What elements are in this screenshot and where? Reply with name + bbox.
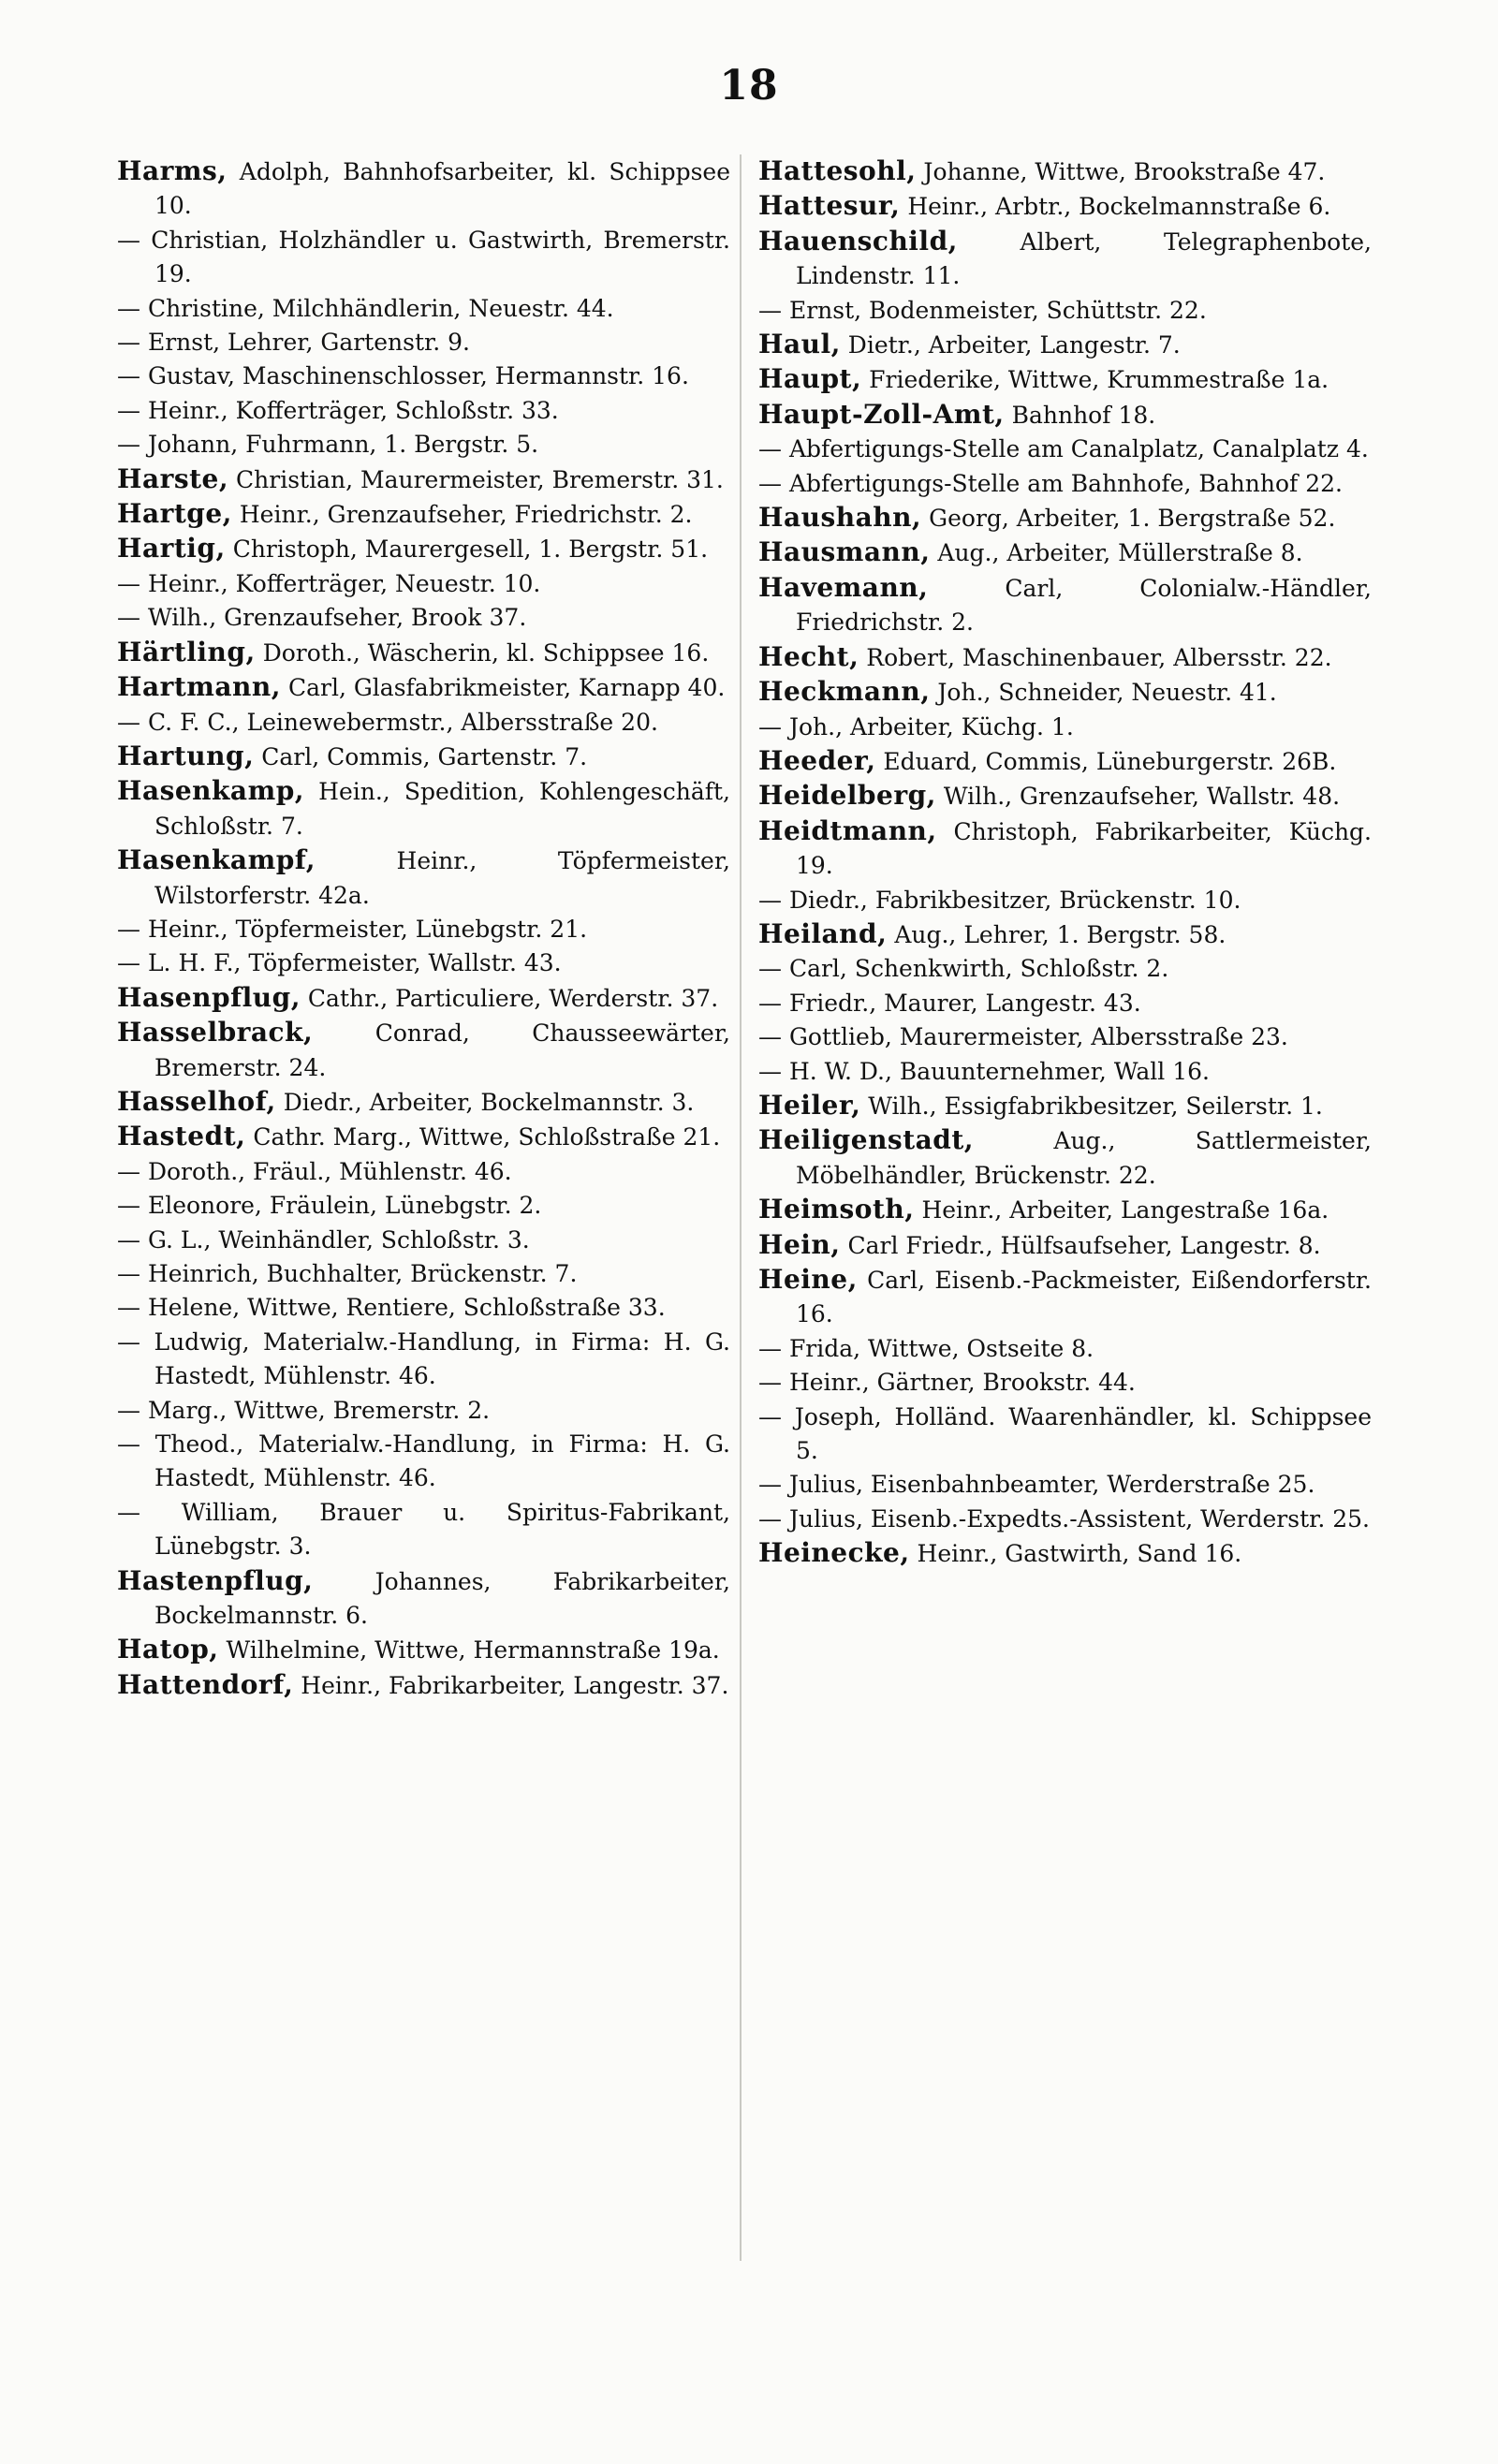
directory-entry — [117, 462, 730, 497]
entry-details: — Wilh., Grenzaufseher, Brook 37. — [117, 604, 527, 632]
entry-details: — Gottlieb, Maurermeister, Albersstraße 23. — [758, 1023, 1288, 1051]
entry-details: Cathr. Marg., Wittwe, Schloßstraße 21. — [245, 1123, 721, 1151]
entry-surname: Heidelberg, — [758, 780, 936, 812]
entry-details: Doroth., Wäscherin, kl. Schippsee 16. — [255, 638, 710, 667]
right-column — [758, 154, 1372, 1572]
entry-details: Carl, Eisenb.-Packmeister, Eißendorferstr. 16. — [796, 1267, 1372, 1328]
directory-entry — [758, 1263, 1372, 1332]
entry-details: — Ernst, Bodenmeister, Schüttstr. 22. — [758, 296, 1207, 324]
directory-entry — [117, 532, 730, 566]
entry-details: Heinr., Arbeiter, Langestraße 16a. — [914, 1196, 1329, 1225]
entry-details: — Diedr., Fabrikbesitzer, Brückenstr. 10. — [758, 886, 1241, 914]
directory-entry — [758, 884, 1372, 917]
entry-details: Johanne, Wittwe, Brookstraße 47. — [916, 158, 1326, 185]
entry-surname: Haupt, — [758, 363, 862, 395]
directory-entry — [117, 1633, 730, 1667]
entry-details: Georg, Arbeiter, 1. Bergstraße 52. — [921, 505, 1336, 533]
entry-details: — Heinr., Gärtner, Brookstr. 44. — [758, 1369, 1136, 1397]
entry-details: — Julius, Eisenbahnbeamter, Werderstraße 25. — [758, 1471, 1315, 1499]
directory-entry — [117, 359, 730, 393]
directory-entry — [758, 501, 1372, 535]
directory-entry — [117, 636, 730, 670]
entry-surname: Heiligenstadt, — [758, 1124, 975, 1156]
entry-details: — Julius, Eisenb.-Expedts.-Assistent, Werderstr. 25. — [758, 1504, 1370, 1533]
directory-entry — [758, 1123, 1372, 1193]
directory-entry — [117, 1085, 730, 1120]
directory-entry — [758, 535, 1372, 570]
directory-entry — [758, 154, 1372, 189]
directory-entry — [117, 567, 730, 601]
entry-details: — Friedr., Maurer, Langestr. 43. — [758, 989, 1141, 1017]
entry-details: Aug., Sattlermeister, Möbelhändler, Brückenstr. 22. — [796, 1127, 1372, 1189]
directory-entry — [758, 189, 1372, 224]
directory-entry — [117, 706, 730, 740]
entry-surname: Hauenschild, — [758, 225, 958, 257]
directory-entry — [758, 1089, 1372, 1123]
directory-entry — [117, 670, 730, 705]
entry-surname: Hattesur, — [758, 190, 901, 222]
entry-details: — Ernst, Lehrer, Gartenstr. 9. — [117, 329, 470, 357]
entry-details: — Heinrich, Buchhalter, Brückenstr. 7. — [117, 1260, 578, 1287]
left-column — [117, 154, 730, 1703]
entry-details: Heinr., Arbtr., Bockelmannstraße 6. — [900, 193, 1331, 221]
entry-surname: Hasselbrack, — [117, 1017, 314, 1049]
entry-details: Heinr., Gastwirth, Sand 16. — [909, 1540, 1242, 1568]
entry-details: — G. L., Weinhändler, Schloßstr. 3. — [117, 1225, 530, 1254]
directory-entry — [758, 779, 1372, 814]
entry-details: Diedr., Arbeiter, Bockelmannstr. 3. — [275, 1088, 695, 1116]
directory-entry — [117, 1668, 730, 1703]
directory-entry — [117, 913, 730, 946]
directory-entry — [117, 292, 730, 326]
entry-surname: Hasenpflug, — [117, 981, 301, 1013]
directory-entry — [758, 467, 1372, 501]
entry-details: Conrad, Chausseewärter, Bremerstr. 24. — [154, 1019, 730, 1081]
entry-surname: Hein, — [758, 1228, 841, 1260]
directory-entry — [117, 154, 730, 224]
directory-entry — [758, 1020, 1372, 1054]
directory-entry — [758, 814, 1372, 884]
entry-details: — Gustav, Maschinenschlosser, Hermannstr. 16. — [117, 362, 689, 390]
directory-entry — [758, 362, 1372, 397]
entry-details: Hein., Spedition, Kohlengeschäft, Schloßstr. 7. — [154, 778, 730, 840]
entry-details: Friederike, Wittwe, Krummestraße 1a. — [861, 366, 1329, 394]
directory-entry — [758, 1228, 1372, 1263]
entry-surname: Heimsoth, — [758, 1194, 915, 1225]
directory-entry — [758, 1503, 1372, 1536]
directory-entry — [117, 740, 730, 774]
directory-entry — [758, 1193, 1372, 1227]
entry-details: — Eleonore, Fräulein, Lünebgstr. 2. — [117, 1192, 542, 1220]
entry-surname: Hattesohl, — [758, 155, 917, 186]
entry-surname: Heiland, — [758, 917, 888, 949]
entry-details: Heinr., Grenzaufseher, Friedrichstr. 2. — [231, 501, 693, 529]
entry-details: — Carl, Schenkwirth, Schloßstr. 2. — [758, 955, 1169, 983]
directory-entry — [117, 1394, 730, 1428]
entry-surname: Heinecke, — [758, 1537, 910, 1569]
entry-details: Carl Friedr., Hülfsaufseher, Langestr. 8. — [840, 1231, 1321, 1259]
entry-surname: Heckmann, — [758, 676, 931, 708]
entry-details: Bahnhof 18. — [1004, 401, 1156, 429]
directory-entry — [758, 571, 1372, 640]
entry-details: Carl, Colonialw.-Händler, Friedrichstr. 2. — [796, 574, 1372, 637]
entry-details: Carl, Glasfabrikmeister, Karnapp 40. — [281, 674, 726, 702]
entry-surname: Haul, — [758, 329, 841, 360]
directory-entry — [117, 1257, 730, 1291]
entry-surname: Hastedt, — [117, 1121, 246, 1152]
entry-details: Christoph, Maurergesell, 1. Bergstr. 51. — [225, 535, 709, 564]
directory-entry — [758, 1055, 1372, 1089]
entry-details: — Joseph, Holländ. Waarenhändler, kl. Schippsee 5. — [758, 1402, 1372, 1465]
entry-details: — Christian, Holzhändler u. Gastwirth, Bremerstr. 19. — [117, 226, 730, 288]
directory-entry — [758, 640, 1372, 675]
directory-entry — [758, 744, 1372, 779]
entry-surname: Harste, — [117, 462, 229, 494]
entry-details: Christian, Maurermeister, Bremerstr. 31. — [228, 465, 724, 493]
entry-surname: Hartung, — [117, 740, 255, 771]
entry-details: Wilh., Essigfabrikbesitzer, Seilerstr. 1. — [860, 1092, 1323, 1120]
directory-entry — [117, 1224, 730, 1257]
directory-entry — [117, 497, 730, 532]
entry-surname: Hastenpflug, — [117, 1564, 314, 1596]
directory-entry — [758, 328, 1372, 362]
entry-details: Heinr., Fabrikarbeiter, Langestr. 37. — [293, 1671, 729, 1699]
directory-entry — [117, 1326, 730, 1394]
directory-entry — [758, 1401, 1372, 1469]
directory-entry — [117, 428, 730, 462]
entry-details: — Christine, Milchhändlerin, Neuestr. 44. — [117, 294, 614, 322]
entry-surname: Hausmann, — [758, 536, 931, 568]
entry-surname: Heidtmann, — [758, 814, 937, 846]
entry-details: — Johann, Fuhrmann, 1. Bergstr. 5. — [117, 431, 539, 459]
entry-surname: Haupt-Zoll-Amt, — [758, 398, 1005, 430]
entry-details: — Joh., Arbeiter, Küchg. 1. — [758, 712, 1074, 741]
entry-details: — Abfertigungs-Stelle am Canalplatz, Canalplatz 4. — [758, 435, 1369, 463]
directory-entry — [117, 601, 730, 635]
directory-entry — [758, 1366, 1372, 1400]
directory-entry — [117, 1564, 730, 1634]
directory-entry — [758, 1332, 1372, 1366]
entry-details: — Heinr., Töpfermeister, Lünebgstr. 21. — [117, 915, 588, 943]
entry-details: — Ludwig, Materialw.-Handlung, in Firma: H. G. Hastedt, Mühlenstr. 46. — [117, 1327, 730, 1390]
directory-entry — [117, 1428, 730, 1496]
directory-entry — [758, 398, 1372, 433]
directory-entry — [117, 1016, 730, 1085]
directory-entry — [117, 843, 730, 913]
directory-entry — [117, 946, 730, 980]
directory-entry — [758, 294, 1372, 328]
entry-details: Albert, Telegraphenbote, Lindenstr. 11. — [796, 227, 1372, 290]
directory-entry — [758, 225, 1372, 294]
entry-details: Adolph, Bahnhofsarbeiter, kl. Schippsee 10. — [154, 158, 730, 220]
directory-entry — [117, 1189, 730, 1223]
column-divider — [740, 154, 742, 2261]
entry-details: — Doroth., Fräul., Mühlenstr. 46. — [117, 1157, 512, 1185]
entry-details: — Helene, Wittwe, Rentiere, Schloßstraße 33. — [117, 1294, 666, 1322]
page-number: 18 — [719, 62, 779, 110]
entry-surname: Hasselhof, — [117, 1085, 276, 1117]
entry-details: Carl, Commis, Gartenstr. 7. — [254, 742, 588, 770]
directory-entry — [117, 394, 730, 428]
entry-details: Eduard, Commis, Lüneburgerstr. 26B. — [875, 747, 1337, 775]
entry-details: — L. H. F., Töpfermeister, Wallstr. 43. — [117, 949, 562, 977]
entry-details: — Marg., Wittwe, Bremerstr. 2. — [117, 1396, 491, 1424]
entry-details: Heinr., Töpfermeister, Wilstorferstr. 42a. — [154, 847, 730, 909]
entry-details: — C. F. C., Leinewebermstr., Albersstraße 20. — [117, 708, 658, 736]
directory-entry — [758, 952, 1372, 986]
entry-details: Aug., Arbeiter, Müllerstraße 8. — [930, 539, 1303, 567]
entry-surname: Heiler, — [758, 1089, 861, 1121]
entry-details: Johannes, Fabrikarbeiter, Bockelmannstr. 6. — [154, 1567, 730, 1630]
entry-surname: Haushahn, — [758, 502, 922, 534]
directory-entry — [117, 224, 730, 292]
entry-details: — Abfertigungs-Stelle am Bahnhofe, Bahnhof 22. — [758, 469, 1343, 497]
entry-details: — Heinr., Kofferträger, Neuestr. 10. — [117, 569, 541, 597]
directory-entry — [758, 987, 1372, 1020]
entry-details: Joh., Schneider, Neuestr. 41. — [930, 679, 1277, 707]
entry-details: Christoph, Fabrikarbeiter, Küchg. 19. — [796, 817, 1372, 880]
entry-surname: Hartmann, — [117, 671, 282, 703]
directory-entry — [758, 917, 1372, 952]
entry-details: Aug., Lehrer, 1. Bergstr. 58. — [887, 920, 1226, 948]
entry-surname: Hattendorf, — [117, 1668, 294, 1700]
entry-surname: Hatop, — [117, 1634, 219, 1665]
directory-entry — [758, 1468, 1372, 1502]
entry-details: Dietr., Arbeiter, Langestr. 7. — [840, 331, 1181, 359]
entry-details: Robert, Maschinenbauer, Albersstr. 22. — [859, 643, 1332, 671]
entry-surname: Havemann, — [758, 571, 929, 603]
directory-entry — [758, 675, 1372, 710]
entry-details: — William, Brauer u. Spiritus-Fabrikant, Lünebgstr. 3. — [117, 1498, 730, 1561]
directory-entry — [758, 711, 1372, 744]
entry-details: — Frida, Wittwe, Ostseite 8. — [758, 1334, 1094, 1362]
directory-entry — [758, 1536, 1372, 1571]
directory-entry — [758, 433, 1372, 466]
directory-entry — [117, 1291, 730, 1325]
entry-surname: Hecht, — [758, 640, 859, 672]
entry-surname: Heine, — [758, 1264, 858, 1295]
entry-surname: Härtling, — [117, 636, 256, 667]
entry-details: Wilh., Grenzaufseher, Wallstr. 48. — [935, 783, 1341, 811]
entry-surname: Hartge, — [117, 498, 232, 530]
entry-surname: Hasenkampf, — [117, 844, 316, 876]
directory-entry — [117, 981, 730, 1016]
entry-details: — Heinr., Kofferträger, Schloßstr. 33. — [117, 396, 559, 424]
entry-details: — Theod., Materialw.-Handlung, in Firma: H. G. Hastedt, Mühlenstr. 46. — [117, 1430, 730, 1492]
directory-entry — [117, 774, 730, 843]
directory-entry — [117, 1496, 730, 1564]
directory-entry — [117, 1155, 730, 1189]
directory-entry — [117, 326, 730, 359]
entry-surname: Harms, — [117, 155, 228, 186]
entry-details: — H. W. D., Bauunternehmer, Wall 16. — [758, 1057, 1210, 1085]
entry-surname: Heeder, — [758, 744, 876, 776]
entry-surname: Hasenkamp, — [117, 775, 305, 807]
entry-details: Wilhelmine, Wittwe, Hermannstraße 19a. — [218, 1636, 720, 1665]
entry-surname: Hartig, — [117, 533, 226, 565]
entry-details: Cathr., Particuliere, Werderstr. 37. — [300, 984, 719, 1012]
directory-entry — [117, 1120, 730, 1154]
